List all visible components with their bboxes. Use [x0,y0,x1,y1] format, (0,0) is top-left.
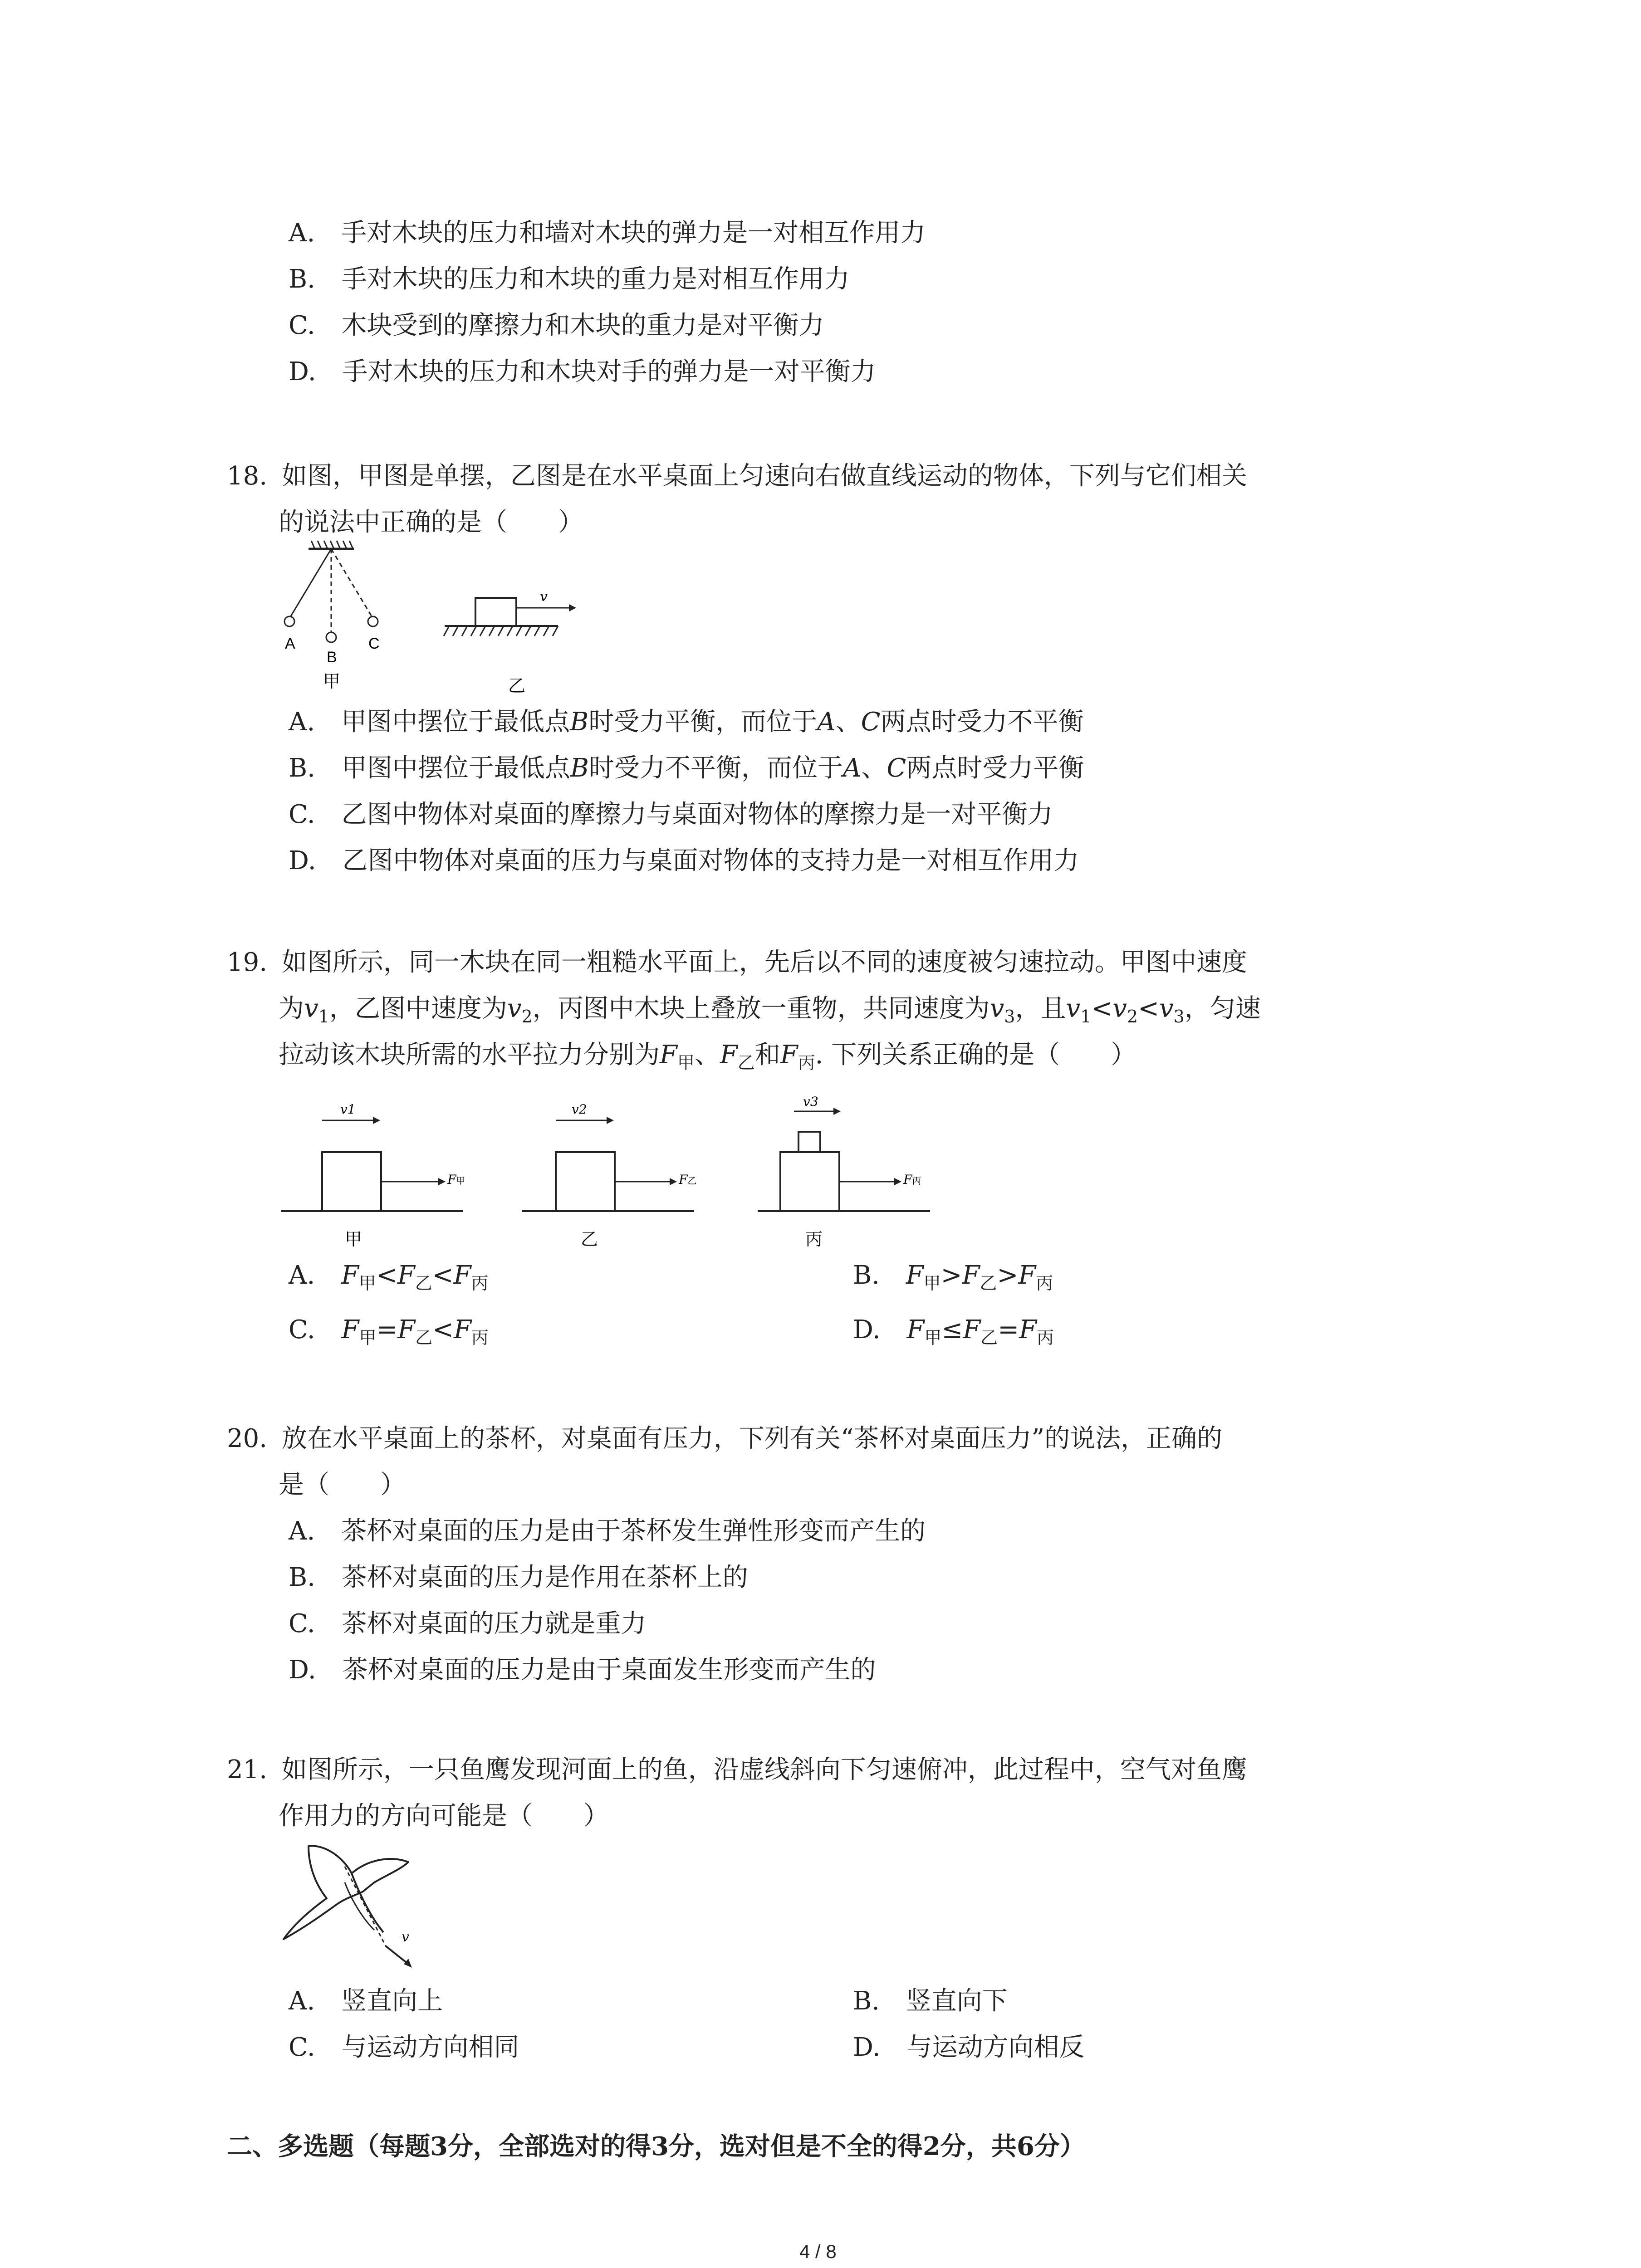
option-text: 茶杯对桌面的压力是由于桌面发生形变而产生的 [342,1655,876,1685]
option-letter: B. [289,1563,315,1592]
option-text: 手对木块的压力和木块的重力是对相互作用力 [341,264,850,294]
label-v: v [540,589,548,605]
option-text: 木块受到的摩擦力和木块的重力是对平衡力 [341,311,824,340]
q18-stem-line2: 的说法中正确的是（ ） [279,508,583,537]
caption-jia: 甲 [323,671,341,691]
q20-option-d[interactable] [289,1656,876,1685]
q20-stem-line1: 20. 放在水平桌面上的茶杯，对桌面有压力，下列有关“茶杯对桌面压力”的说法，正确的 [227,1424,1223,1453]
option-letter: B. [853,1986,880,2016]
svg-text:F乙: F乙 [679,1172,697,1187]
label-v1: v1 [340,1102,356,1117]
question-number: 19. [227,948,268,977]
q17-option-b[interactable] [289,265,850,294]
q17-option-a[interactable] [289,219,926,248]
option-letter: A. [289,1261,315,1290]
option-letter: C. [289,311,315,340]
option-letter: D. [289,846,316,875]
question-number: 18. [227,461,268,491]
section-heading: 二、多选题（每题3分，全部选对的得3分，选对但是不全的得2分，共6分） [227,2131,1085,2161]
option-letter: B. [853,1261,880,1290]
option-letter: C. [289,800,315,829]
label-v2: v2 [572,1102,587,1117]
caption-3: 丙 [805,1229,823,1249]
q18-option-d[interactable] [289,846,1079,875]
q18-option-a[interactable] [289,708,1084,737]
q21-option-a[interactable] [289,1987,443,2016]
option-text: 手对木块的压力和墙对木块的弹力是一对相互作用力 [341,218,926,248]
option-letter: C. [289,2033,315,2062]
option-letter: B. [289,753,315,783]
q18-stem-line1: 18. 如图，甲图是单摆，乙图是在水平桌面上匀速向右做直线运动的物体，下列与它们相关 [227,461,1247,491]
q18-option-c[interactable] [289,800,1053,829]
q19-option-c[interactable]: C. $F_甲=F_乙<F_丙$ [289,1315,489,1348]
option-text: 与运动方向相同 [341,2033,519,2062]
option-letter: D. [853,1315,881,1344]
q19-option-b[interactable]: B. $F_甲>F_乙>F_丙$ [853,1261,1053,1294]
question-number: 20. [227,1424,268,1453]
q20-option-a[interactable] [289,1517,926,1546]
option-letter: B. [289,264,315,294]
option-letter: A. [289,707,315,737]
option-letter: A. [289,218,315,248]
svg-text:F甲: F甲 [447,1172,465,1187]
option-letter: A. [289,1986,315,2016]
option-text: 竖直向上 [341,1986,443,2016]
option-text: 茶杯对桌面的压力就是重力 [341,1609,647,1638]
question-number: 21. [227,1755,268,1784]
option-letter: A. [289,1516,315,1546]
label-c: C [368,635,380,652]
option-letter: C. [289,1609,315,1638]
option-text: 茶杯对桌面的压力是由于茶杯发生弹性形变而产生的 [341,1516,926,1546]
q19-stem-line2: 为$v_1$，乙图中速度为$v_2$，丙图中木块上叠放一重物，共同速度为$v_3$，且$v_1<v_2<v_3$，匀速 [279,994,1261,1027]
q21-stem-line2: 作用力的方向可能是（ ） [279,1801,609,1831]
label-a: A [285,635,295,652]
q19-option-a[interactable]: A. $F_甲<F_乙<F_丙$ [289,1261,489,1294]
label-b: B [327,649,337,666]
pendulum-and-block-figure [268,540,594,703]
q20-option-c[interactable] [289,1609,646,1638]
q21-stem-line1: 21. 如图所示，一只鱼鹰发现河面上的鱼，沿虚线斜向下匀速俯冲，此过程中，空气对鱼鹰 [227,1755,1247,1784]
q20-option-b[interactable] [289,1563,748,1592]
option-letter: D. [289,1655,316,1685]
q21-option-c[interactable] [289,2033,519,2062]
caption-2: 乙 [581,1229,598,1249]
q19-stem-line1: 19. 如图所示，同一木块在同一粗糙水平面上，先后以不同的速度被匀速拉动。甲图中速度 [227,948,1247,977]
option-letter: D. [289,357,316,386]
q18-option-b[interactable] [289,754,1084,783]
q19-option-d[interactable]: D. $F_甲\le F_乙=F_丙$ [853,1315,1054,1348]
option-letter: D. [853,2033,881,2062]
option-text: 竖直向下 [906,1986,1008,2016]
q17-option-d[interactable] [289,357,876,386]
q20-stem-line2: 是（ ） [279,1470,406,1500]
option-text: 乙图中物体对桌面的摩擦力与桌面对物体的摩擦力是一对平衡力 [341,800,1053,829]
q19-stem-line3: 拉动该木块所需的水平拉力分别为$F_甲$、$F_乙$和$F_丙$. 下列关系正确的是（ ） [279,1040,1136,1073]
svg-text:F丙: F丙 [903,1172,921,1187]
three-blocks-figure [277,1093,939,1256]
option-letter: C. [289,1315,315,1344]
option-text: 手对木块的压力和木块对手的弹力是一对平衡力 [342,357,876,386]
caption-yi: 乙 [508,676,526,696]
option-text: 甲图中摆位于最低点B时受力不平衡，而位于A、C两点时受力平衡 [341,753,1084,783]
option-text: 与运动方向相反 [906,2033,1085,2062]
option-text: 甲图中摆位于最低点B时受力平衡，而位于A、C两点时受力不平衡 [341,707,1084,737]
option-text: 茶杯对桌面的压力是作用在茶杯上的 [341,1563,748,1592]
q21-option-d[interactable] [853,2033,1085,2062]
caption-1: 甲 [345,1229,362,1249]
q21-option-b[interactable] [853,1987,1008,2016]
page-number: 4 / 8 [799,2241,837,2262]
option-text: 乙图中物体对桌面的压力与桌面对物体的支持力是一对相互作用力 [342,846,1079,875]
label-v: v [402,1929,409,1945]
label-v3: v3 [803,1094,818,1109]
osprey-figure [277,1842,426,1978]
q17-option-c[interactable] [289,311,824,340]
